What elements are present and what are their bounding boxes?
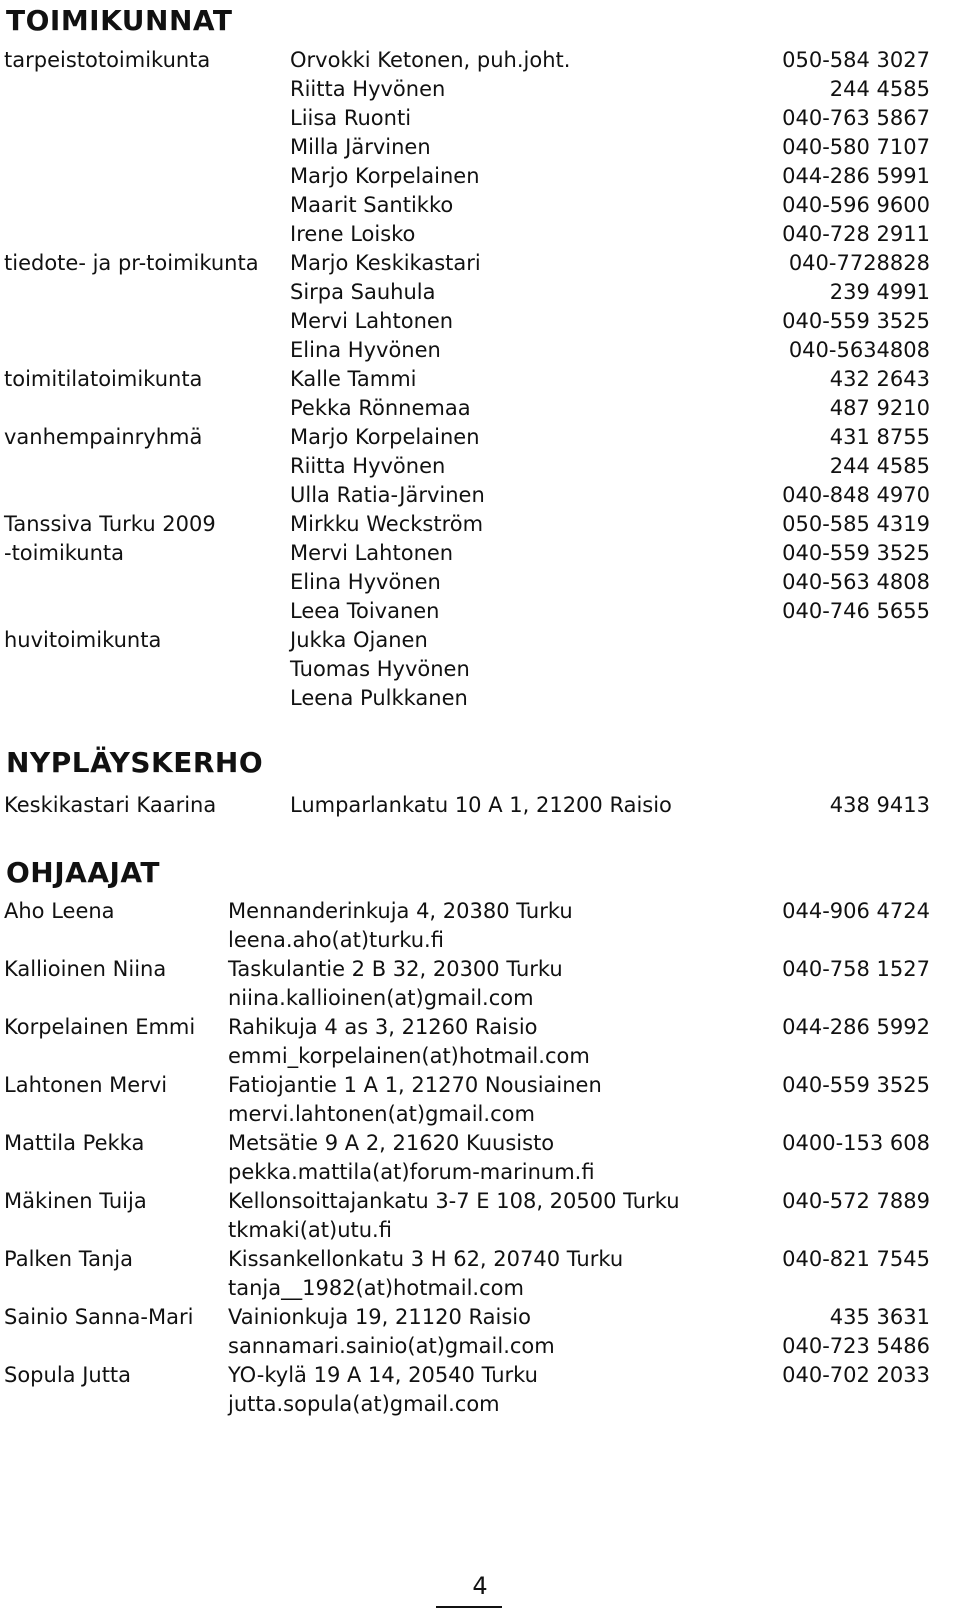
- page-number: 4: [472, 1572, 488, 1600]
- phone-number: 040-746 5655: [782, 599, 930, 623]
- instructor-address: Kellonsoittajankatu 3-7 E 108, 20500 Turku: [228, 1189, 680, 1213]
- member-name: Jukka Ojanen: [290, 628, 428, 652]
- committee-member-row: [0, 103, 960, 133]
- member-name: Ulla Ratia-Järvinen: [290, 483, 485, 507]
- club-contact-name: Keskikastari Kaarina: [4, 793, 217, 817]
- member-name: Milla Järvinen: [290, 135, 431, 159]
- phone-number: 040-7728828: [788, 251, 930, 275]
- phone-number: 432 2643: [829, 367, 930, 391]
- committee-member-row: [0, 509, 960, 539]
- instructor-row: [0, 1244, 960, 1274]
- member-name: Elina Hyvönen: [290, 338, 441, 362]
- committee-member-row: [0, 364, 960, 394]
- instructor-row: [0, 1128, 960, 1158]
- instructor-name: Mattila Pekka: [4, 1131, 145, 1155]
- instructor-address: tanja__1982(at)hotmail.com: [228, 1276, 524, 1300]
- committee-member-row: [0, 74, 960, 104]
- member-name: Liisa Ruonti: [290, 106, 412, 130]
- phone-number: 050-585 4319: [782, 512, 930, 536]
- instructor-address: jutta.sopula(at)gmail.com: [228, 1392, 500, 1416]
- instructor-address: Metsätie 9 A 2, 21620 Kuusisto: [228, 1131, 555, 1155]
- instructor-phone: 040-723 5486: [782, 1334, 930, 1358]
- instructor-row: [0, 1070, 960, 1100]
- member-name: Riitta Hyvönen: [290, 454, 446, 478]
- committee-member-row: [0, 219, 960, 249]
- instructor-address: emmi_korpelainen(at)hotmail.com: [228, 1044, 590, 1068]
- committee-name: Tanssiva Turku 2009: [4, 512, 216, 536]
- committee-member-row: [0, 422, 960, 452]
- committee-member-row: [0, 190, 960, 220]
- instructor-phone: 044-286 5992: [782, 1015, 930, 1039]
- phone-number: 040-848 4970: [782, 483, 930, 507]
- committee-name: huvitoimikunta: [4, 628, 162, 652]
- committee-member-row: [0, 625, 960, 655]
- committee-member-row: [0, 277, 960, 307]
- instructor-row: [0, 1157, 960, 1187]
- committee-member-row: [0, 596, 960, 626]
- instructor-address: Rahikuja 4 as 3, 21260 Raisio: [228, 1015, 538, 1039]
- phone-number: 040-596 9600: [782, 193, 930, 217]
- member-name: Pekka Rönnemaa: [290, 396, 471, 420]
- committee-member-row: [0, 335, 960, 365]
- member-name: Marjo Keskikastari: [290, 251, 481, 275]
- instructor-row: [0, 925, 960, 955]
- committee-member-row: [0, 45, 960, 75]
- instructor-phone: 040-702 2033: [782, 1363, 930, 1387]
- instructor-phone: 044-906 4724: [782, 899, 930, 923]
- instructor-row: [0, 1389, 960, 1419]
- member-name: Sirpa Sauhula: [290, 280, 436, 304]
- instructor-name: Korpelainen Emmi: [4, 1015, 196, 1039]
- instructor-row: [0, 1302, 960, 1332]
- phone-number: 044-286 5991: [782, 164, 930, 188]
- committee-member-row: [0, 393, 960, 423]
- committee-member-row: [0, 451, 960, 481]
- committee-member-row: [0, 567, 960, 597]
- lace-club-row: [0, 790, 960, 820]
- phone-number: 040-559 3525: [782, 541, 930, 565]
- section-heading-nyplayskerho: NYPLÄYSKERHO: [6, 746, 264, 779]
- member-name: Irene Loisko: [290, 222, 416, 246]
- member-name: Orvokki Ketonen, puh.joht.: [290, 48, 571, 72]
- phone-number: 487 9210: [829, 396, 930, 420]
- committee-member-row: [0, 132, 960, 162]
- committee-member-row: [0, 306, 960, 336]
- committee-member-row: [0, 654, 960, 684]
- phone-number: 040-5634808: [788, 338, 930, 362]
- phone-number: 050-584 3027: [782, 48, 930, 72]
- phone-number: 239 4991: [829, 280, 930, 304]
- committee-member-row: [0, 683, 960, 713]
- committee-name: tarpeistotoimikunta: [4, 48, 211, 72]
- committee-member-row: [0, 248, 960, 278]
- section-heading-ohjaajat: OHJAAJAT: [6, 856, 161, 889]
- committee-name: tiedote- ja pr-toimikunta: [4, 251, 259, 275]
- instructor-name: Palken Tanja: [4, 1247, 133, 1271]
- phone-number: 244 4585: [829, 454, 930, 478]
- instructor-address: Fatiojantie 1 A 1, 21270 Nousiainen: [228, 1073, 602, 1097]
- instructor-address: YO-kylä 19 A 14, 20540 Turku: [228, 1363, 538, 1387]
- committee-member-row: [0, 161, 960, 191]
- instructor-address: Vainionkuja 19, 21120 Raisio: [228, 1305, 531, 1329]
- committee-name: vanhempainryhmä: [4, 425, 203, 449]
- member-name: Mirkku Weckström: [290, 512, 484, 536]
- member-name: Mervi Lahtonen: [290, 541, 454, 565]
- instructor-address: Kissankellonkatu 3 H 62, 20740 Turku: [228, 1247, 624, 1271]
- phone-number: 431 8755: [829, 425, 930, 449]
- committee-name: toimitilatoimikunta: [4, 367, 203, 391]
- member-name: Elina Hyvönen: [290, 570, 441, 594]
- instructor-address: Taskulantie 2 B 32, 20300 Turku: [228, 957, 563, 981]
- member-name: Marjo Korpelainen: [290, 425, 480, 449]
- page-number-rule: [436, 1606, 502, 1608]
- member-name: Mervi Lahtonen: [290, 309, 454, 333]
- instructor-address: Mennanderinkuja 4, 20380 Turku: [228, 899, 573, 923]
- instructor-row: [0, 1360, 960, 1390]
- instructor-address: pekka.mattila(at)forum-marinum.fi: [228, 1160, 595, 1184]
- instructor-row: [0, 1186, 960, 1216]
- instructor-address: leena.aho(at)turku.fi: [228, 928, 444, 952]
- instructor-address: niina.kallioinen(at)gmail.com: [228, 986, 534, 1010]
- member-name: Riitta Hyvönen: [290, 77, 446, 101]
- instructor-name: Mäkinen Tuija: [4, 1189, 147, 1213]
- club-phone: 438 9413: [829, 793, 930, 817]
- club-address: Lumparlankatu 10 A 1, 21200 Raisio: [290, 793, 672, 817]
- instructor-address: sannamari.sainio(at)gmail.com: [228, 1334, 555, 1358]
- instructor-row: [0, 954, 960, 984]
- phone-number: 040-763 5867: [782, 106, 930, 130]
- instructor-row: [0, 1041, 960, 1071]
- phone-number: 040-580 7107: [782, 135, 930, 159]
- instructor-row: [0, 1273, 960, 1303]
- instructor-name: Kallioinen Niina: [4, 957, 167, 981]
- instructor-row: [0, 1331, 960, 1361]
- instructor-phone: 040-559 3525: [782, 1073, 930, 1097]
- instructor-address: mervi.lahtonen(at)gmail.com: [228, 1102, 535, 1126]
- instructor-phone: 040-758 1527: [782, 957, 930, 981]
- committee-member-row: [0, 538, 960, 568]
- phone-number: 244 4585: [829, 77, 930, 101]
- instructor-row: [0, 983, 960, 1013]
- instructor-phone: 040-821 7545: [782, 1247, 930, 1271]
- instructor-name: Lahtonen Mervi: [4, 1073, 168, 1097]
- phone-number: 040-728 2911: [782, 222, 930, 246]
- committee-name: -toimikunta: [4, 541, 125, 565]
- section-heading-toimikunnat: TOIMIKUNNAT: [6, 4, 233, 37]
- instructor-row: [0, 1099, 960, 1129]
- member-name: Kalle Tammi: [290, 367, 417, 391]
- instructor-row: [0, 1012, 960, 1042]
- phone-number: 040-559 3525: [782, 309, 930, 333]
- instructor-row: [0, 1215, 960, 1245]
- instructor-phone: 040-572 7889: [782, 1189, 930, 1213]
- instructor-row: [0, 896, 960, 926]
- member-name: Leena Pulkkanen: [290, 686, 468, 710]
- instructor-name: Aho Leena: [4, 899, 115, 923]
- member-name: Tuomas Hyvönen: [290, 657, 470, 681]
- instructor-name: Sainio Sanna-Mari: [4, 1305, 194, 1329]
- phone-number: 040-563 4808: [782, 570, 930, 594]
- instructor-name: Sopula Jutta: [4, 1363, 132, 1387]
- member-name: Marjo Korpelainen: [290, 164, 480, 188]
- instructor-phone: 0400-153 608: [782, 1131, 930, 1155]
- committee-member-row: [0, 480, 960, 510]
- instructor-phone: 435 3631: [829, 1305, 930, 1329]
- instructor-address: tkmaki(at)utu.fi: [228, 1218, 392, 1242]
- member-name: Maarit Santikko: [290, 193, 454, 217]
- member-name: Leea Toivanen: [290, 599, 440, 623]
